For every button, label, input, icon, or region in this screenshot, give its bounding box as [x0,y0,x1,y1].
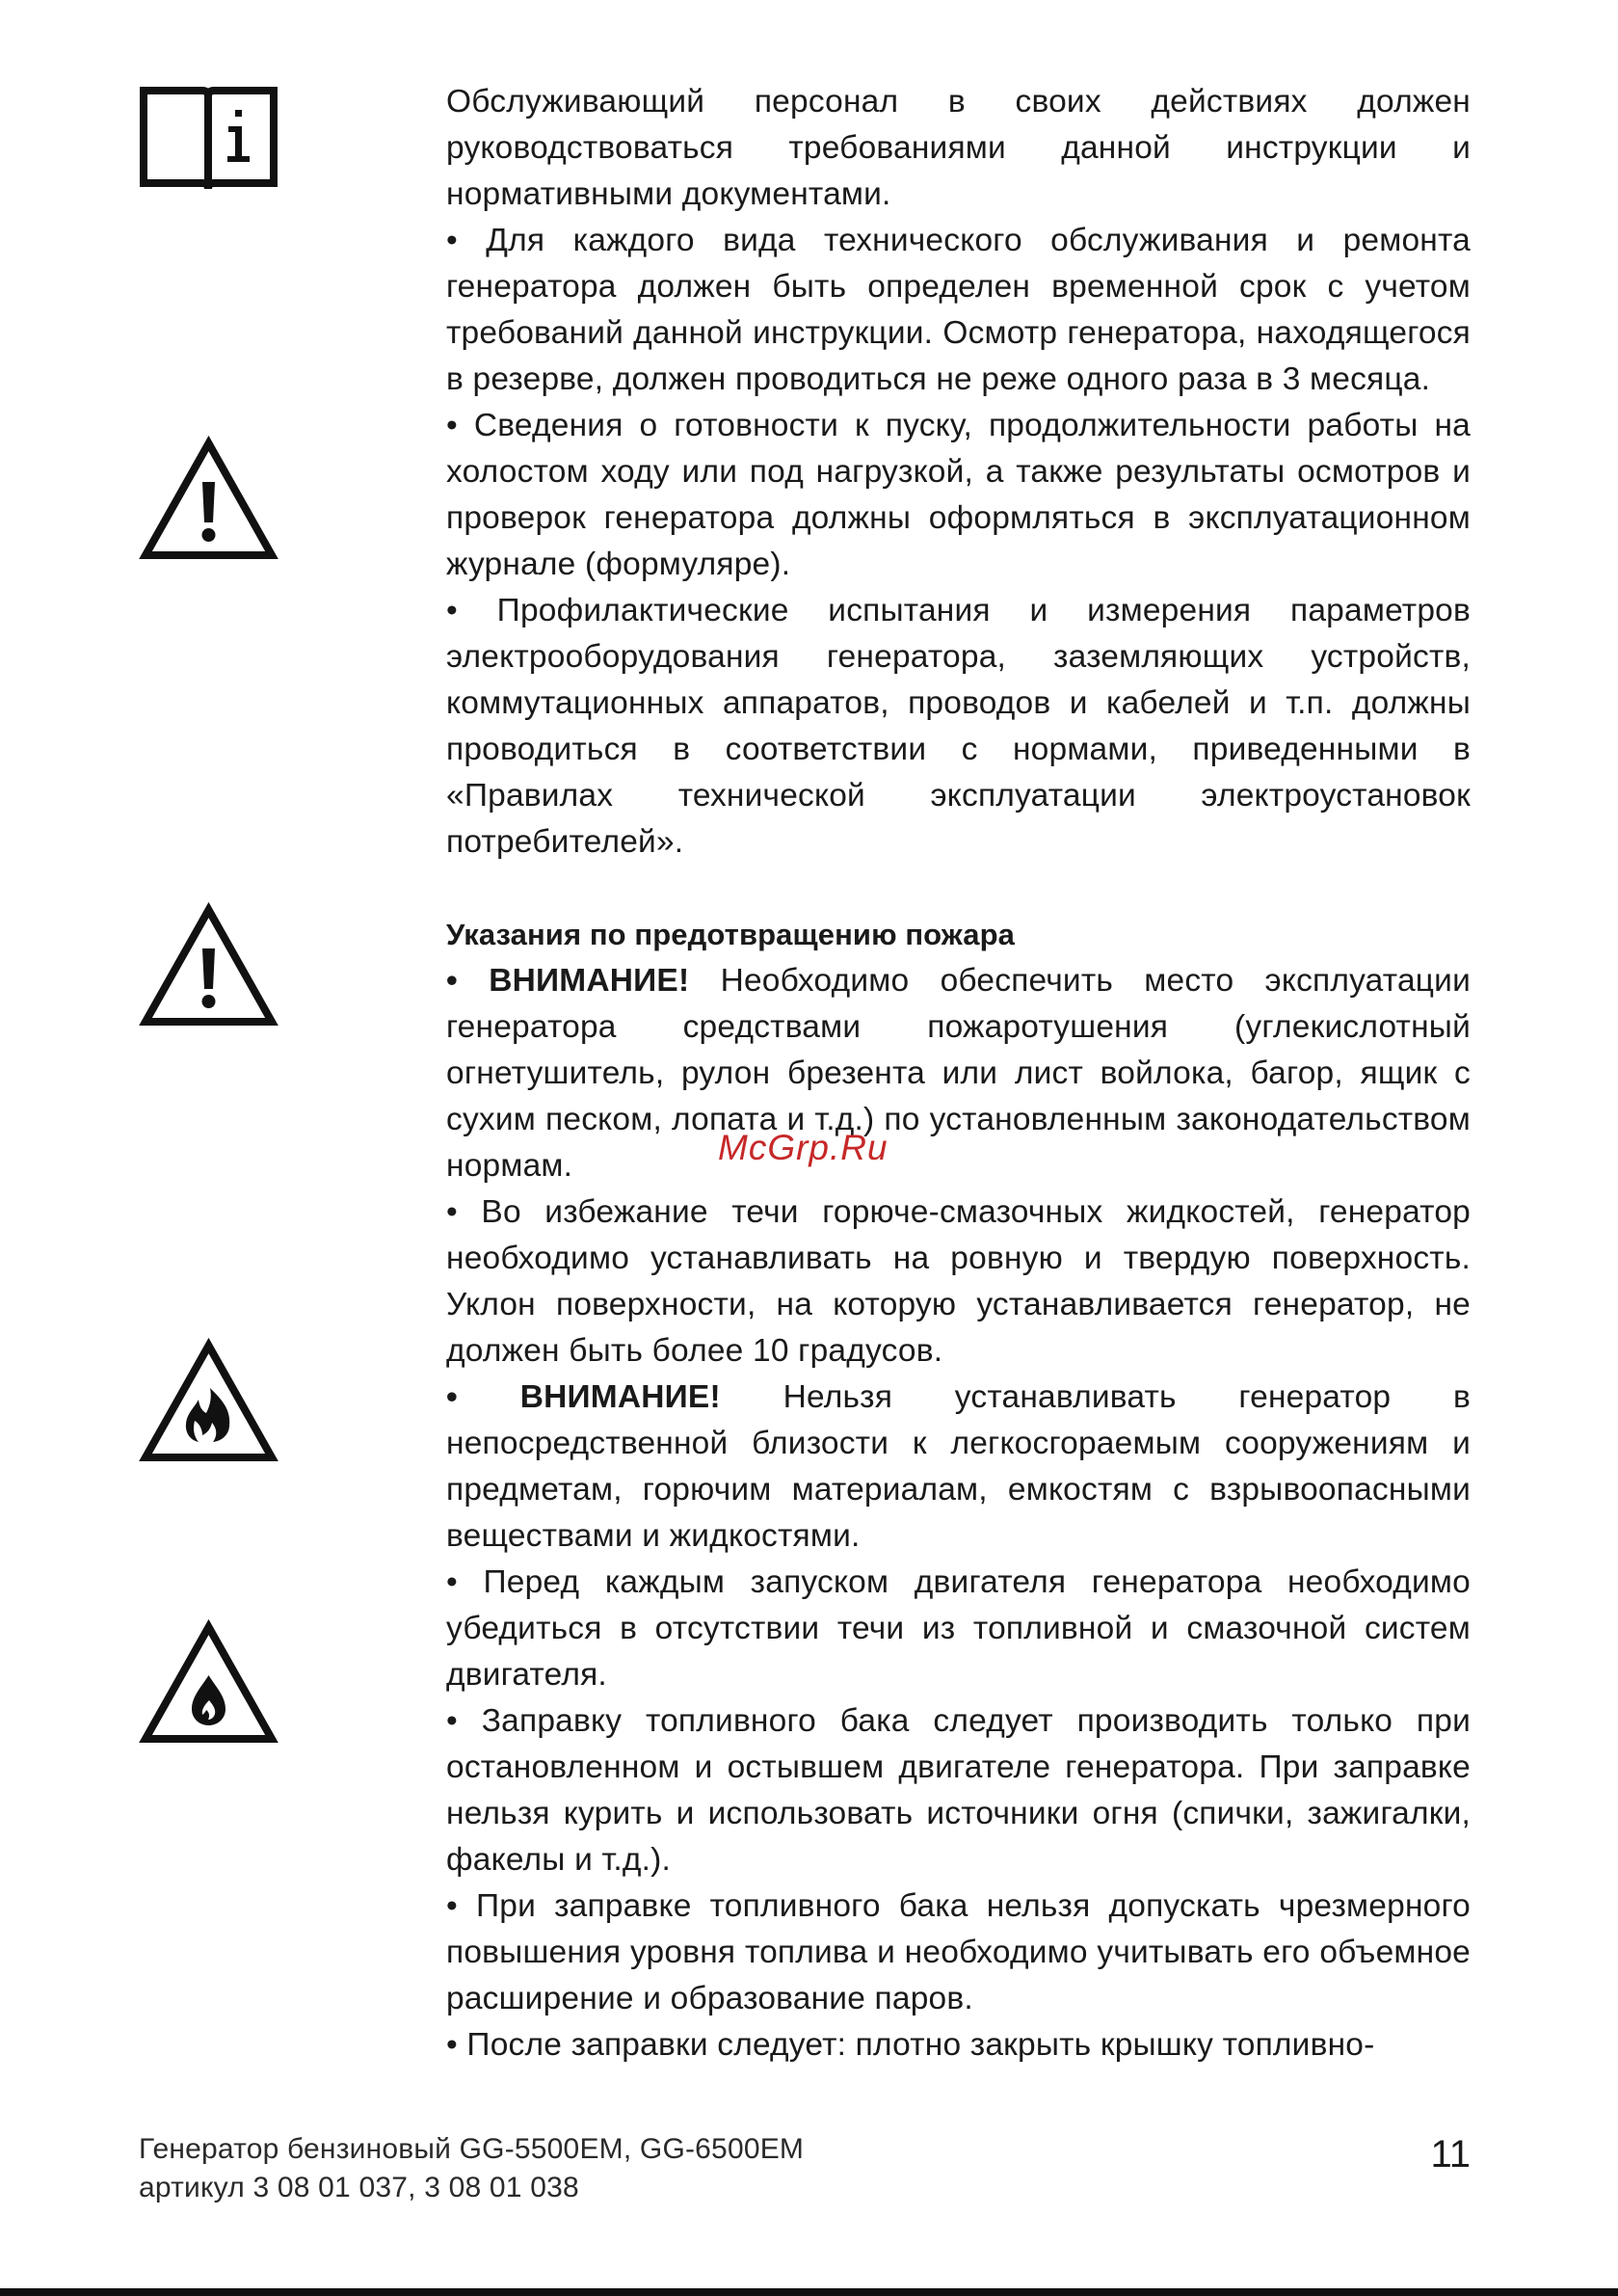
footer-product-name: Генератор бензиновый GG-5500EM, GG-6500EM [139,2133,805,2165]
bottom-border [0,2288,1618,2296]
fire-item-text: Необходимо обеспечить место эксплуатации генератора средствами пожаротушения (углекислотный огнетушитель, рулон брезента или лист войлока, багор, ящик с сухим песком, лопата и т.д.) по установленным законодательством нормам. [446,963,1471,1184]
flammable-liquid-drop-icon [139,1619,279,1747]
fire-item-leak-check: • Перед каждым запуском двигателя генератора необходимо убедиться в отсутствии течи из топливной и смазочной систем двигателя. [446,1564,1471,1693]
paragraph-intro: Обслуживающий персонал в своих действиях должен руководствоваться требованиями данной инструкции и нормативными документами. [446,84,1471,212]
warning-exclamation-icon [139,436,279,563]
warning-label: • ВНИМАНИЕ! [446,1379,721,1415]
main-content [446,79,1471,2069]
paragraph-journal: • Сведения о готовности к пуску, продолжительности работы на холостом ходу или под нагрузкой, а также результаты осмотров и проверок генератора должны оформляться в эксплуатационном журнале (формуляре). [446,408,1471,582]
fire-item-surface: • Во избежание течи горюче-смазочных жидкостей, генератор необходимо устанавливать на ровную и твердую поверхность. Уклон поверхности, на которую устанавливается генератор, не должен быть более 10 градусов. [446,1194,1471,1369]
fire-item-after-refuel: • После заправки следует: плотно закрыть крышку топливно- [446,2027,1375,2063]
fire-item-text: Нельзя устанавливать генератор в непосредственной близости к легкосгораемым сооружениям и предметам, горючим материалам, емкостям с взрывоопасными веществами и жидкостями. [446,1379,1471,1554]
paragraph-maintenance-schedule: • Для каждого вида технического обслуживания и ремонта генератора должен быть определен временной срок с учетом требований данной инструкции. Осмотр генератора, находящегося в резерве, должен проводиться не реже одного раза в 3 месяца. [446,223,1471,397]
fire-item-extinguishing [446,958,1471,1189]
flammable-flame-icon [139,1338,279,1465]
fire-item-refuel-stopped: • Заправку топливного бака следует производить только при остановленном и остывшем двигателе генератора. При заправке нельзя курить и использовать источники огня (спички, зажигалки, факелы и т.д.). [446,1703,1471,1878]
info-book-icon [139,83,279,199]
fire-item-distance [446,1375,1471,1560]
warning-exclamation-icon [139,902,279,1029]
paragraph-preventive-tests: • Профилактические испытания и измерения параметров электрооборудования генератора, заземляющих устройств, коммутационных аппаратов, проводов и кабелей и т.п. должны проводиться в соответствии с нормами, приведенными в «Правилах технической эксплуатации электроустановок потребителей». [446,593,1471,860]
footer-article-numbers: артикул 3 08 01 037, 3 08 01 038 [139,2172,579,2203]
page-number: 11 [1430,2133,1471,2176]
fire-item-overfill: • При заправке топливного бака нельзя допускать чрезмерного повышения уровня топлива и необходимо учитывать его объемное расширение и образование паров. [446,1888,1471,2016]
warning-label: • ВНИМАНИЕ! [446,963,690,999]
watermark: McGrp.Ru [718,1128,889,1167]
section-heading-fire-prevention: Указания по предотвращению пожара [446,918,1015,951]
footer [139,2130,804,2207]
